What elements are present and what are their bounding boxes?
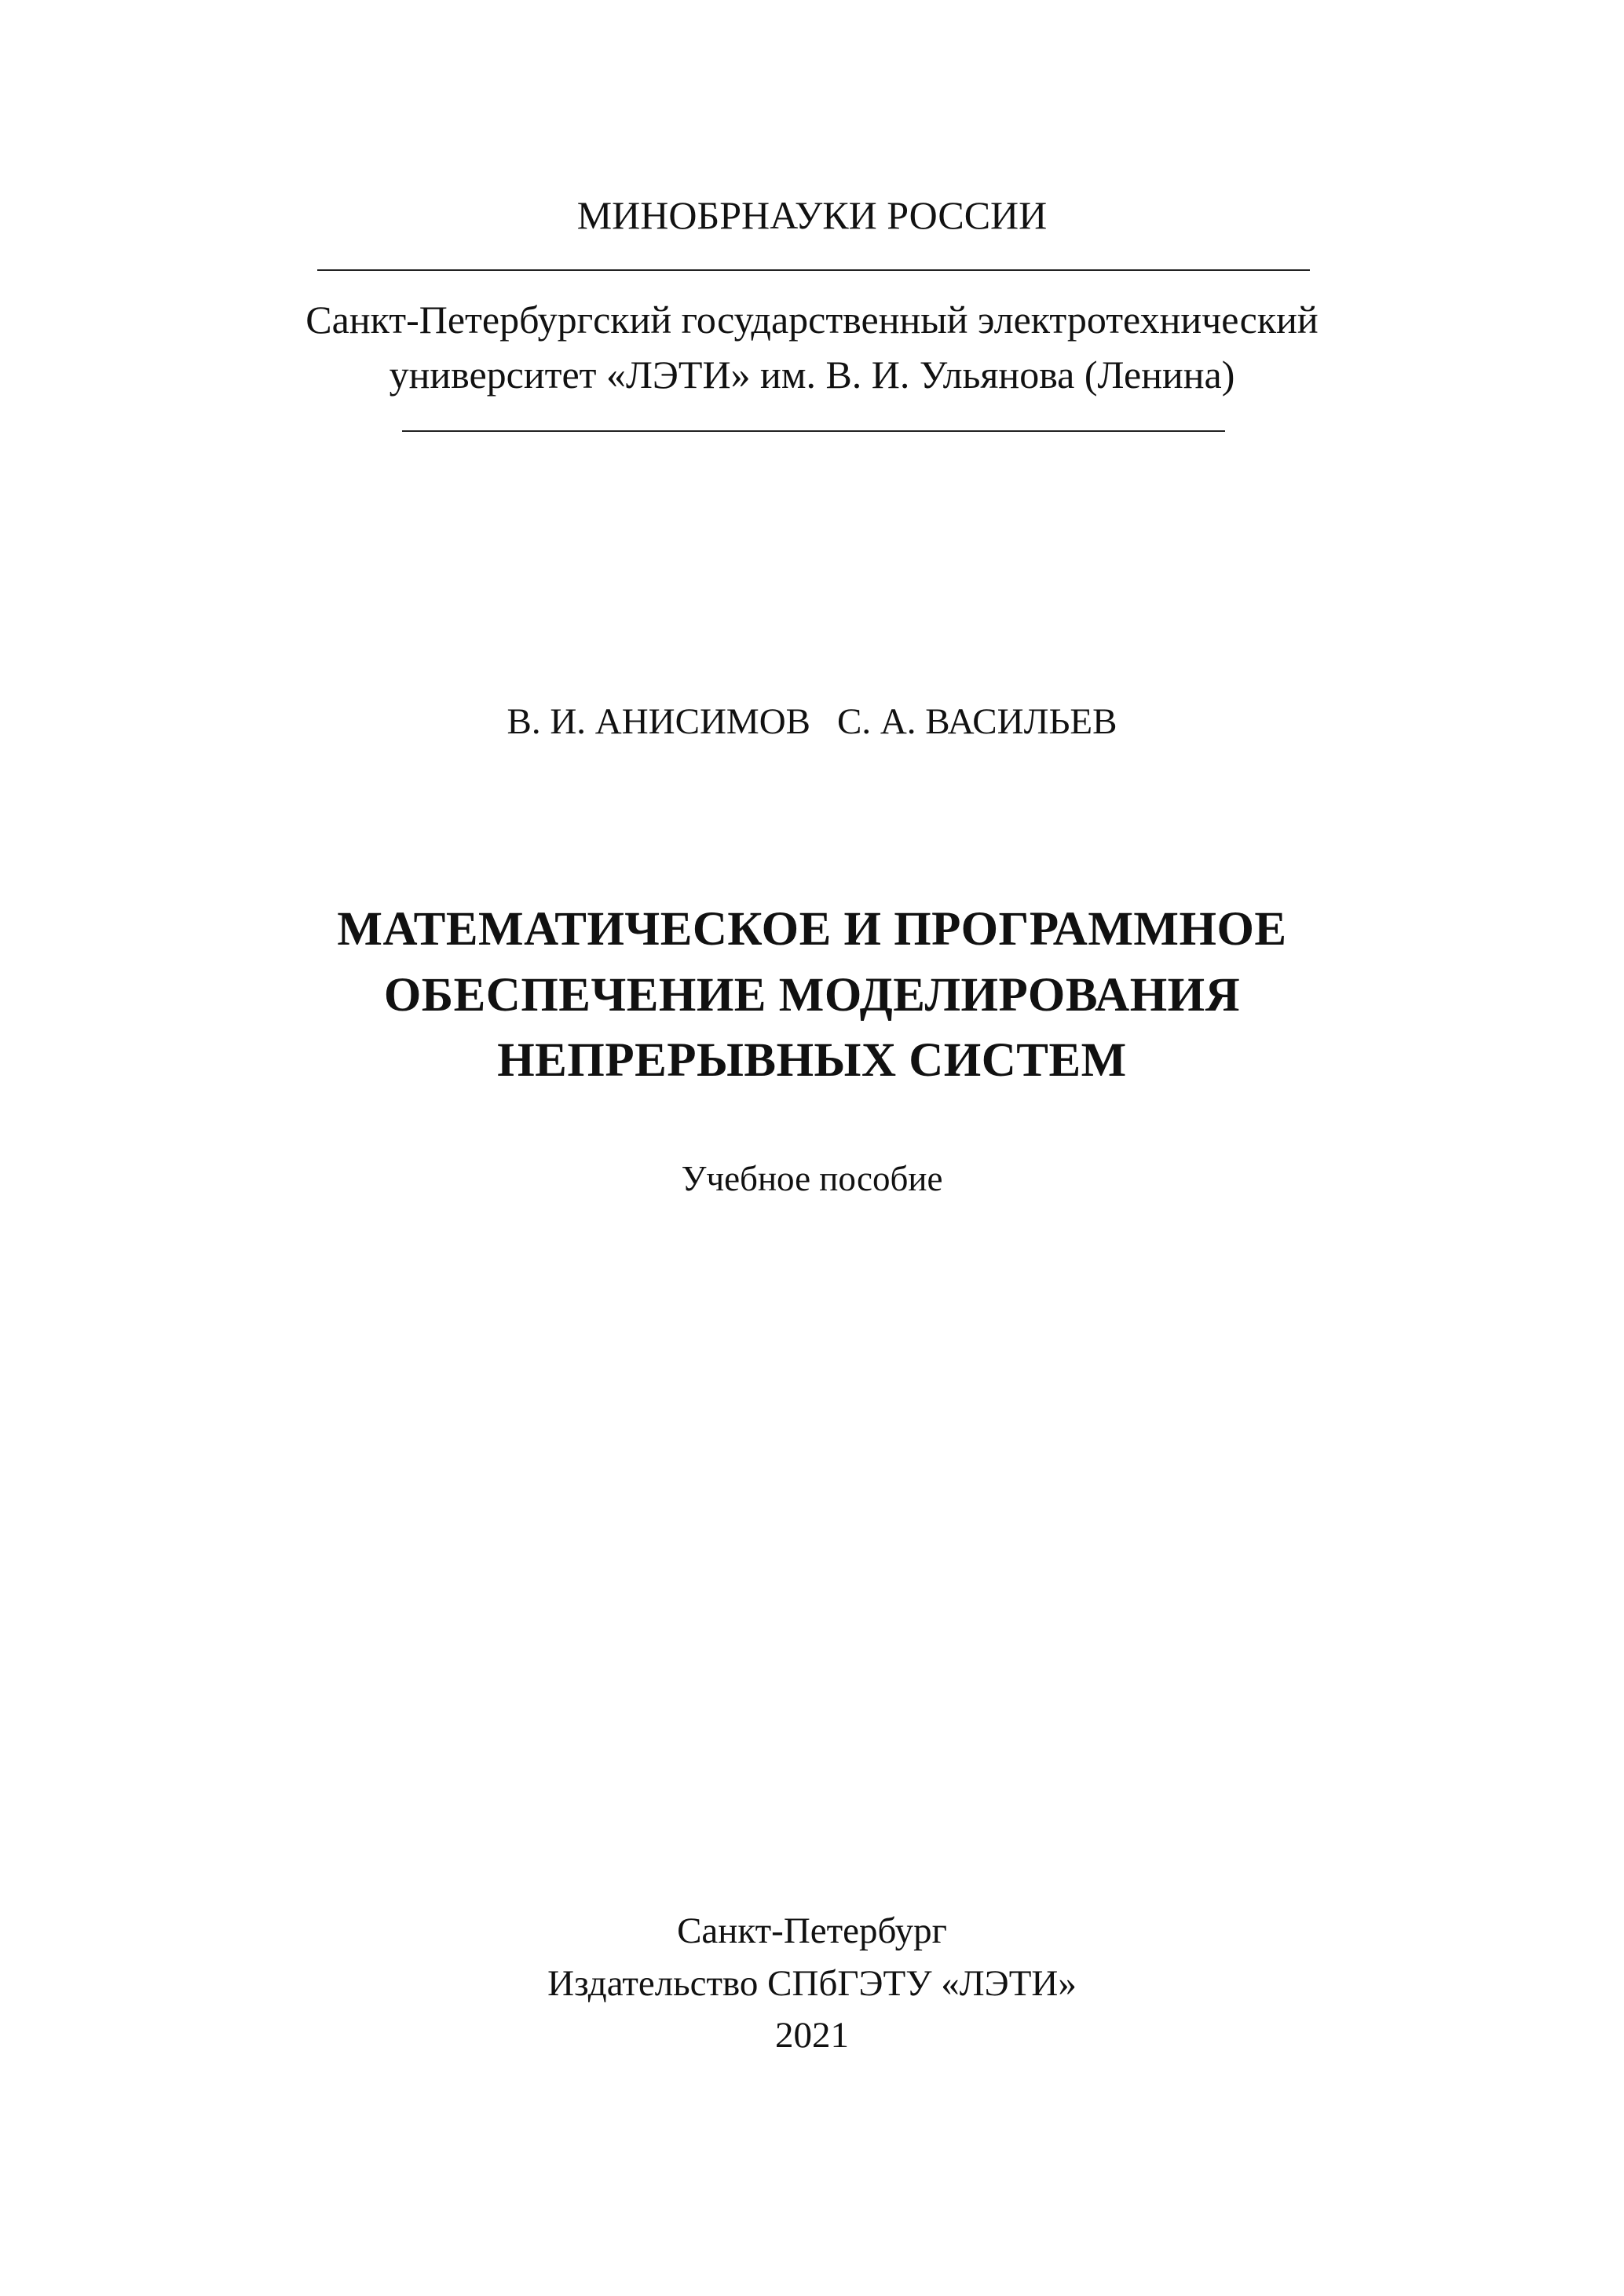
author-2: С. А. ВАСИЛЬЕВ: [837, 701, 1117, 742]
imprint-city: Санкт-Петербург: [677, 1910, 947, 1951]
ministry-name: МИНОБРНАУКИ РОССИИ: [576, 193, 1048, 237]
book-type: Учебное пособие: [681, 1159, 943, 1198]
university-name-line-1: Санкт-Петербургский государственный электротехнический: [305, 298, 1319, 342]
imprint-year: 2021: [775, 2015, 849, 2056]
header-divider: [317, 269, 1310, 271]
book-title-line-3: НЕПРЕРЫВНЫХ СИСТЕМ: [497, 1034, 1127, 1087]
book-title-line-2: ОБЕСПЕЧЕНИЕ МОДЕЛИРОВАНИЯ: [383, 969, 1241, 1022]
authors: [0, 700, 1624, 743]
university-name-line-2: университет «ЛЭТИ» им. В. И. Ульянова (Ленина): [389, 353, 1235, 397]
imprint-publisher: Издательство СПбГЭТУ «ЛЭТИ»: [547, 1963, 1077, 2004]
university-divider: [402, 430, 1225, 432]
book-title-line-1: МАТЕМАТИЧЕСКОЕ И ПРОГРАММНОЕ: [337, 903, 1287, 956]
author-1: В. И. АНИСИМОВ: [507, 701, 810, 742]
